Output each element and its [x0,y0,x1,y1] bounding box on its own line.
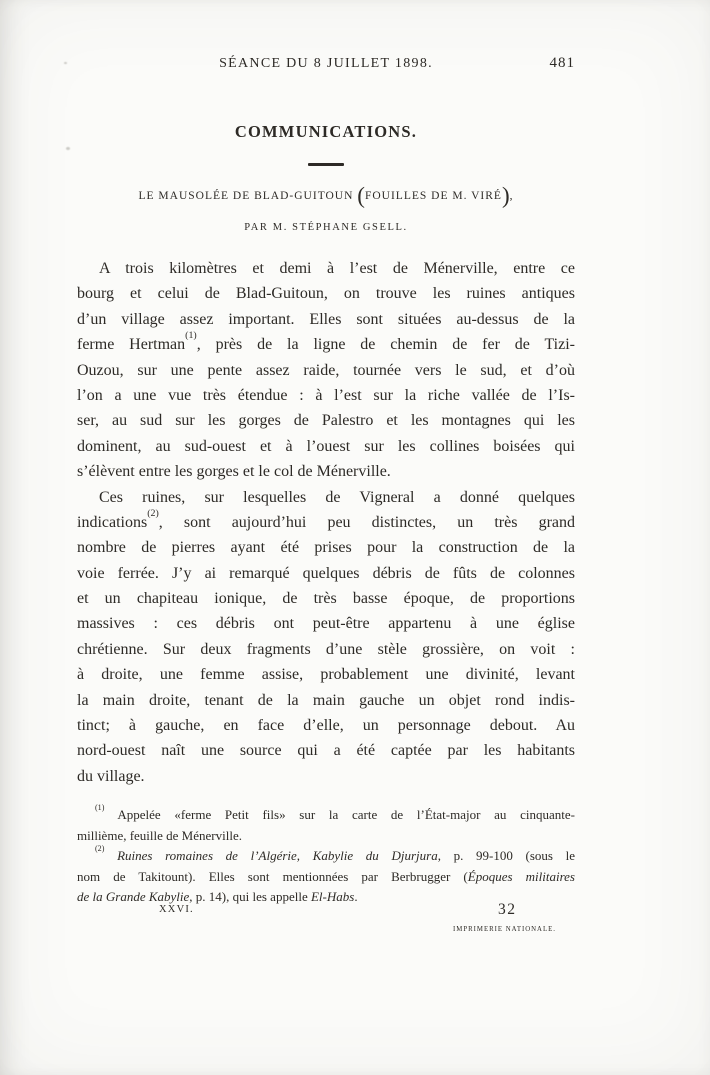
text-run: Époques militaires [467,868,575,884]
text-line [77,332,575,357]
text-run: Ces ruines, sur lesquelles de Vigneral a donné quelques [99,488,575,506]
text-run: d’un village assez important. Elles sont situées au-dessus de la [77,310,575,328]
article-title-parenthetical: FOUILLES DE M. VIRÉ [364,190,502,202]
sheet-number: 32 [498,901,517,918]
text-line [77,459,575,484]
text-line [77,637,575,662]
scan-speck [66,147,70,150]
text-line [77,383,575,408]
signature-mark: XXVI. [159,904,194,915]
page-number: 481 [549,55,575,71]
text-run: tinct; à gauche, en face d’elle, un personnage debout. Au [77,717,575,735]
text-run: s’élèvent entre les gorges et le col de Ménerville. [77,463,391,481]
text-run: Ruines romaines de l’Algérie, Kabylie du Djurjura [117,848,438,864]
text-run: El-Habs [310,889,355,905]
scan-speck [64,62,67,64]
text-run: massives : ces débris ont peut-être appartenu à une église [77,615,575,633]
open-paren: ( [357,183,365,209]
text-run: bourg et celui de Blad-Guitoun, on trouve les ruines antiques [77,285,575,303]
text-run: ser, au sud sur les gorges de Palestro et les montagnes qui les [77,412,575,430]
running-title: SÉANCE DU 8 JUILLET 1898. [219,56,433,71]
text-run: nord-ouest naît une source qui a été captée par les habitants [77,742,575,760]
section-heading: COMMUNICATIONS. [234,122,418,141]
text-run: , p. 99-100 (sous le [437,848,575,864]
footnote-marker: (2) [95,844,105,854]
text-line [77,256,575,281]
text-run: , sont aujourd’hui peu distinctes, un très grand [158,513,575,531]
text-line [77,307,575,332]
text-run: indications [77,513,148,531]
text-line [77,805,575,826]
text-line [77,764,575,789]
text-run: la main droite, tenant de la main gauche un objet rond indis- [77,691,575,709]
printer-imprint: IMPRIMERIE NATIONALE. [453,926,556,933]
page-header [77,56,575,72]
footnotes [77,805,575,908]
text-run: Ouzou, sur une pente assez raide, tournée vers le sud, et d’où [77,361,575,379]
text-line [77,586,575,611]
footnote-marker: (1) [185,330,197,342]
text-run: à droite, une femme assise, probablement une divinité, levant [77,666,575,684]
text-run: de la Grande Kabylie [77,889,190,905]
text-run: , p. 14), qui les appelle [189,889,311,905]
article-title-text: LE MAUSOLÉE DE BLAD-GUITOUN [138,190,358,202]
text-run: l’on a une vue très étendue : à l’est sur la riche vallée de l’Is- [77,386,575,404]
close-paren: ) [501,183,510,209]
text-line [77,281,575,306]
text-run: nombre de pierres ayant été prises pour la construction de la [77,539,575,557]
footnote [77,805,575,846]
text-run: nom de Takitount). Elles sont mentionnées par Berbrugger ( [77,868,468,884]
text-run: . [354,889,358,905]
text-run: et un chapiteau ionique, de très basse époque, de proportions [77,590,575,608]
text-line [77,535,575,560]
paragraph [77,256,575,485]
text-run: voie ferrée. J’y ai remarqué quelques débris de fûts de colonnes [77,564,575,582]
text-run: millième, feuille de Ménerville. [77,827,242,843]
text-run [104,848,117,863]
article-title [77,183,575,209]
article-title-comma: , [509,190,514,202]
paragraph [77,485,575,790]
footnote [77,846,575,908]
text-run: du village. [77,767,145,785]
text-line [77,738,575,763]
text-line [77,408,575,433]
text-line [77,846,575,867]
text-line [77,510,575,535]
text-run: A trois kilomètres et demi à l’est de Ménerville, entre ce [99,260,575,277]
text-run: Appelée «ferme Petit fils» sur la carte de l’État-major au cinquante- [104,807,575,822]
decorative-rule [308,163,344,166]
footnote-marker: (1) [95,803,105,813]
text-run: chrétienne. Sur deux fragments d’une stèle grossière, on voit : [77,640,575,658]
text-block [77,0,575,1075]
article-body [77,256,575,789]
article-byline: PAR M. STÉPHANE GSELL. [244,222,408,233]
text-run: , près de la ligne de chemin de fer de Tizi- [196,336,575,354]
text-line [77,358,575,383]
footnote-marker: (2) [147,508,159,520]
text-line [77,713,575,738]
text-line [77,688,575,713]
text-line [77,611,575,636]
text-line [77,662,575,687]
text-line [77,434,575,459]
text-run: dominent, au sud-ouest et à l’ouest sur les collines boisées qui [77,437,575,455]
text-line [77,826,575,847]
text-run: ferme Hertman [77,336,186,354]
text-line [77,561,575,586]
text-line [77,485,575,510]
text-line [77,867,575,888]
